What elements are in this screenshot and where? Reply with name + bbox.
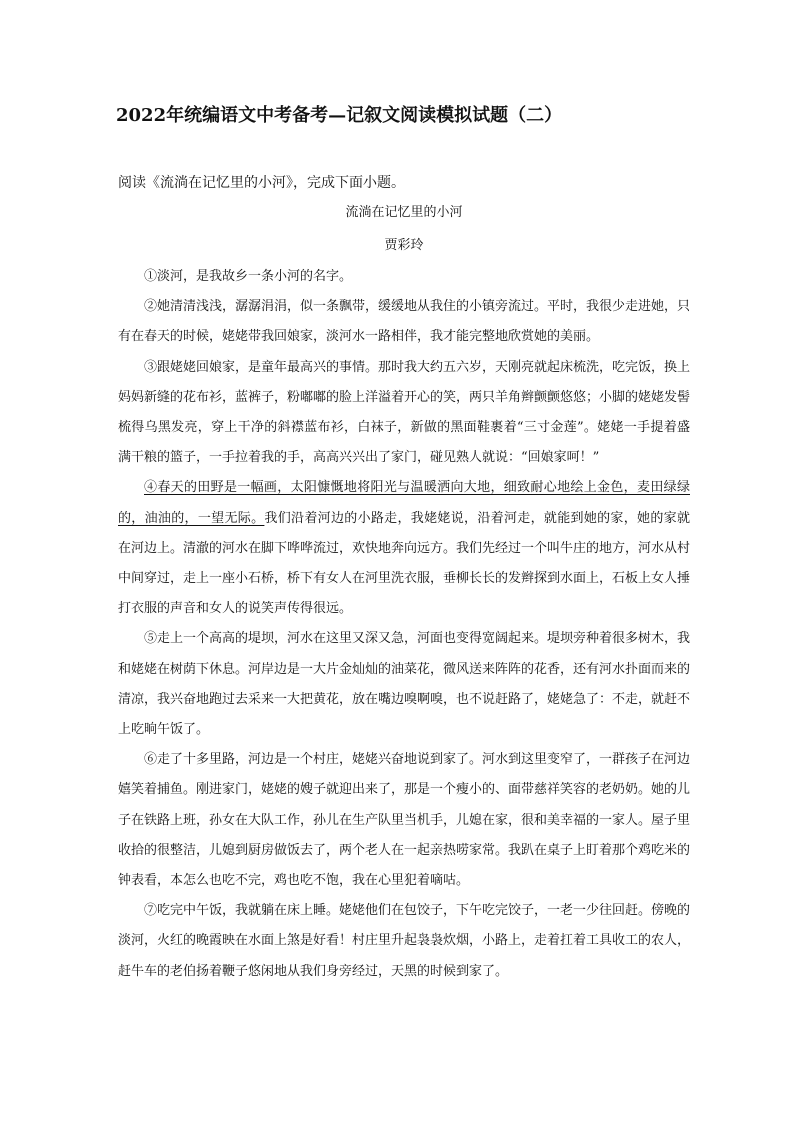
paragraph-7 — [118, 896, 690, 987]
paragraph-1 — [118, 262, 690, 292]
underlined-sentence: ④春天的田野是一幅画，太阳慷慨地将阳光与温暖洒向大地，细致耐心地绘上金色，麦田绿绿的，油油的，一望无际。 — [118, 480, 690, 526]
paragraph-1-text: ①淡河，是我故乡一条小河的名字。 — [144, 269, 353, 284]
paragraph-5-text: ⑤走上一个高高的堤坝，河水在这里又深又急，河面也变得宽阔起来。堤坝旁种着很多树木，我和姥姥在树荫下休息。河岸边是一大片金灿灿的油菜花，微风送来阵阵的花香，还有河水扑面而来的清凉，我兴奋地跑过去采来一大把黄花，放在嘴边嗅啊嗅，也不说赶路了，姥姥急了：不走，就赶不上吃晌午饭了。 — [118, 631, 691, 738]
story-title: 流淌在记忆里的小河 — [345, 205, 463, 220]
paragraph-7-text: ⑦吃完中午饭，我就躺在床上睡。姥姥他们在包饺子，下午吃完饺子，一老一少往回赶。傍晚的淡河，火红的晚霞映在水面上煞是好看！村庄里升起袅袅炊烟，小路上，走着扛着工具收工的农人，赶牛车的老伯扬着鞭子悠闲地从我们身旁经过，天黑的时候到家了。 — [118, 903, 691, 979]
paragraph-2 — [118, 292, 690, 352]
paragraph-4 — [118, 473, 690, 624]
story-body — [118, 262, 690, 987]
paragraph-3 — [118, 353, 690, 474]
paragraph-6-text: ⑥走了十多里路，河边是一个村庄，姥姥兴奋地说到家了。河水到这里变窄了，一群孩子在河边嬉笑着捕鱼。刚进家门，姥姥的嫂子就迎出来了，那是一个瘦小的、面带慈祥笑容的老奶奶。她的儿子在铁路上班，孙女在大队工作，孙儿在生产队里当机手，儿媳在家，很和美幸福的一家人。屋子里收拾的很整洁，儿媳到厨房做饭去了，两个老人在一起亲热唠家常。我趴在桌子上盯着那个鸡吃米的钟表看，本怎么也吃不完，鸡也吃不饱，我在心里犯着嘀咕。 — [118, 752, 691, 889]
reading-instruction: 阅读《流淌在记忆里的小河》，完成下面小题。 — [118, 175, 405, 191]
document-title: 2022年统编语文中考备考—记叙文阅读模拟试题（二） — [116, 105, 563, 126]
paragraph-6 — [118, 745, 690, 896]
paragraph-4-text: 我们沿着河边的小路走，我姥姥说，沿着河走，就能到她的家，她的家就在河边上。清澈的河水在脚下哗哗流过，欢快地奔向远方。我们先经过一个叫牛庄的地方，河水从村中间穿过，走上一座小石桥，桥下有女人在河里洗衣服，垂柳长长的发辫探到水面上，石板上女人捶打衣服的声音和女人的说笑声传得很远。 — [118, 510, 691, 617]
paragraph-3-text: ③跟姥姥回娘家，是童年最高兴的事情。那时我大约五六岁，天刚亮就起床梳洗，吃完饭，换上妈妈新缝的花布衫，蓝裤子，粉嘟嘟的脸上洋溢着开心的笑，两只羊角辫颤颤悠悠；小脚的姥姥发髻梳得乌黑发亮，穿上干净的斜襟蓝布衫，白袜子，新做的黑面鞋裹着“三寸金莲”。姥姥一手提着盛满干粮的篮子，一手拉着我的手，高高兴兴出了家门，碰见熟人就说：“回娘家呵！” — [118, 359, 691, 466]
paragraph-2-text: ②她清清浅浅，潺潺涓涓，似一条飘带，缓缓地从我住的小镇旁流过。平时，我很少走进她，只有在春天的时候，姥姥带我回娘家，淡河水一路相伴，我才能完整地欣赏她的美丽。 — [118, 299, 691, 345]
story-author: 贾彩玲 — [384, 238, 424, 253]
paragraph-5 — [118, 624, 690, 745]
